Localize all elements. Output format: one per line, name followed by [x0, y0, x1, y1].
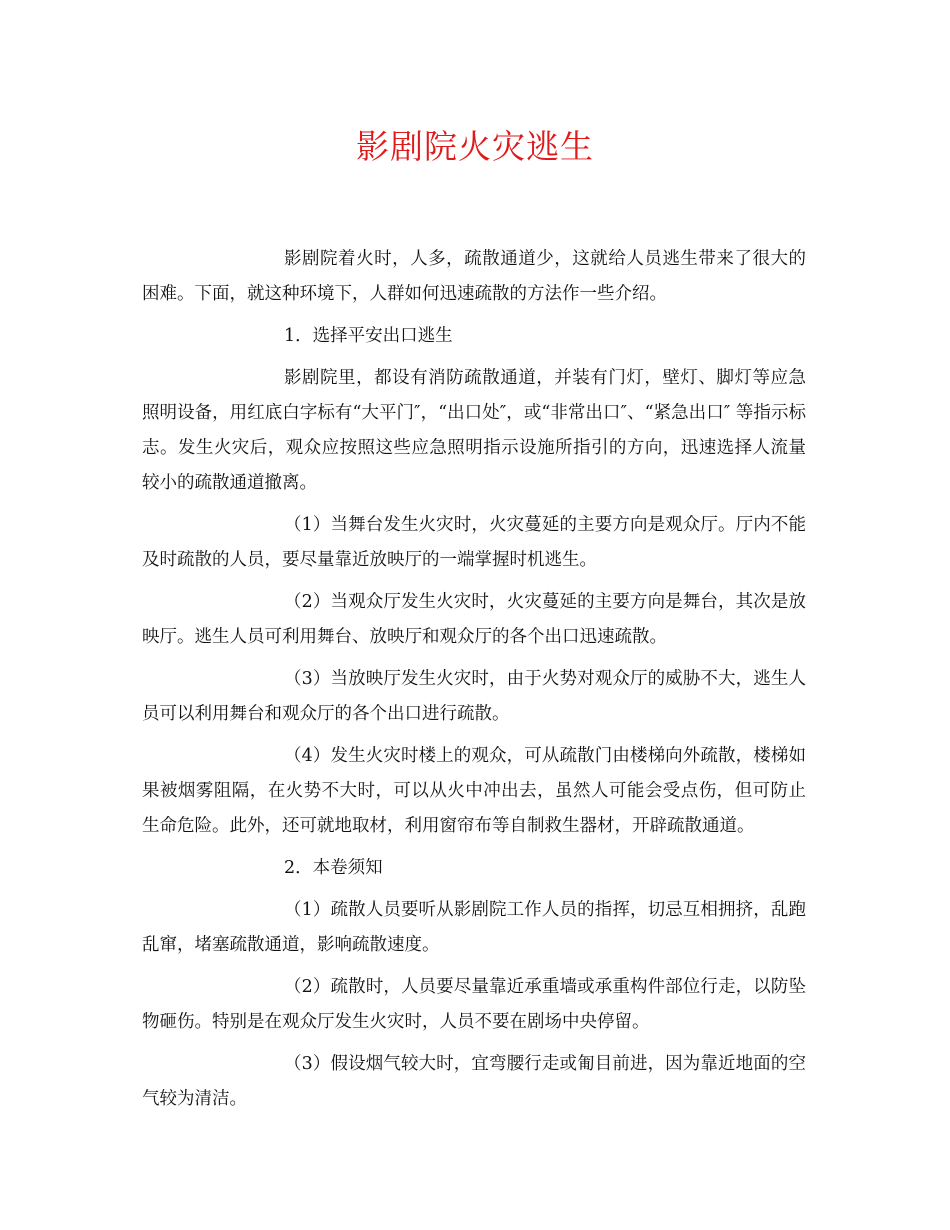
section-heading-2: 2．本卷须知: [284, 858, 383, 878]
section-1-paragraph: 影剧院里，都设有消防疏散通道，并装有门灯，壁灯、脚灯等应急照明设备，用红底白字标有“大平门″，“出口处″，或“非常出口″、“紧急出口″ 等指示标志。发生火灾后，观众应按照这些应急照明指示设施所指引的方向，迅速选择人流量较小的疏散通道撤离。: [142, 368, 806, 493]
document-title: 影剧院火灾逃生: [356, 127, 594, 166]
section-2-item-3: （3）假设烟气较大时，宜弯腰行走或匍目前进，因为靠近地面的空气较为清洁。: [142, 1054, 806, 1109]
section-2-item-2: （2）疏散时，人员要尽量靠近承重墙或承重构件部位行走，以防坠物砸伤。特别是在观众厅发生火灾时，人员不要在剧场中央停留。: [142, 977, 806, 1032]
section-1-item-1: （1）当舞台发生火灾时，火灾蔓延的主要方向是观众厅。厅内不能及时疏散的人员，要尽量靠近放映厅的一端掌握时机逃生。: [142, 515, 806, 570]
section-1-item-3: （3）当放映厅发生火灾时，由于火势对观众厅的威胁不大，逃生人员可以利用舞台和观众厅的各个出口进行疏散。: [142, 669, 806, 724]
section-1-item-4: （4）发生火灾时楼上的观众，可从疏散门由楼梯向外疏散，楼梯如果被烟雾阻隔，在火势不大时，可以从火中冲出去，虽然人可能会受点伤，但可防止生命危险。此外，还可就地取材，利用窗帘布等自制救生器材，开辟疏散通道。: [142, 746, 806, 836]
section-heading-1: 1．选择平安出口逃生: [284, 326, 453, 346]
intro-paragraph: 影剧院着火时，人多，疏散通道少，这就给人员逃生带来了很大的困难。下面，就这种环境下，人群如何迅速疏散的方法作一些介绍。: [142, 249, 806, 304]
section-2-item-1: （1）疏散人员要听从影剧院工作人员的指挥，切忌互相拥挤，乱跑乱窜，堵塞疏散通道，影响疏散速度。: [142, 900, 806, 955]
section-1-item-2: （2）当观众厅发生火灾时，火灾蔓延的主要方向是舞台，其次是放映厅。逃生人员可利用舞台、放映厅和观众厅的各个出口迅速疏散。: [142, 592, 806, 647]
document-body: [142, 242, 806, 1124]
